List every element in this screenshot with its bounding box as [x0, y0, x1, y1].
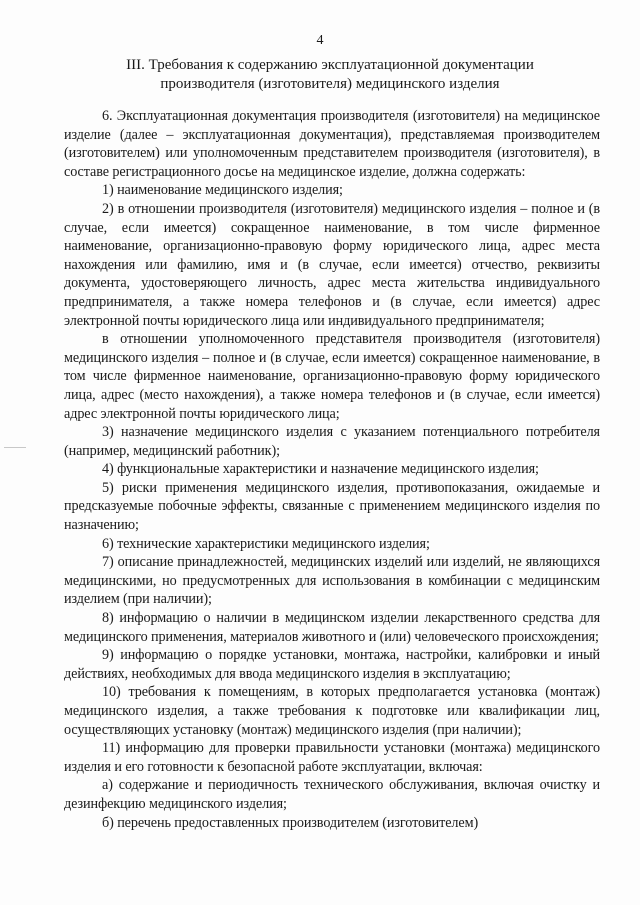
section-title-line-1: III. Требования к содержанию эксплуатационной документации	[126, 57, 534, 73]
list-item-2-continued: в отношении уполномоченного представителя производителя (изготовителя) медицинского изделия – полное и (в случае, если имеется) сокращенное наименование, в том числе фирменное наименование, организационно-правовую форму юридического лица, адрес (место нахождения), а также номера телефонов и (в случае, если имеется) адрес электронной почты юридического лица;	[64, 331, 600, 422]
document-body	[64, 107, 600, 832]
scan-artifact	[4, 447, 26, 448]
sub-item-a: а) содержание и периодичность технического обслуживания, включая очистку и дезинфекцию медицинского изделия;	[64, 777, 600, 812]
list-item-10: 10) требования к помещениям, в которых предполагается установка (монтаж) медицинского изделия, а также требования к подготовке или квалификации лиц, осуществляющих установку (монтаж) медицинского изделия (при наличии);	[64, 684, 600, 738]
list-item-6: 6) технические характеристики медицинского изделия;	[102, 535, 430, 552]
list-item-2: 2) в отношении производителя (изготовителя) медицинского изделия – полное и (в случае, если имеется) сокращенное наименование, в том числе фирменное наименование, организационно-правовую форму юридического лица, адрес места нахождения или фамилию, имя и (в случае, если имеется) отчество, реквизиты документа, удостоверяющего личность, адрес места жительства индивидуального предпринимателя, а также номера телефонов и (в случае, если имеется) адрес электронной почты юридического лица или индивидуального предпринимателя;	[64, 200, 600, 329]
list-item-4: 4) функциональные характеристики и назначение медицинского изделия;	[102, 461, 539, 478]
sub-item-b: б) перечень предоставленных производителем (изготовителем)	[102, 814, 479, 831]
list-item-8: 8) информацию о наличии в медицинском изделии лекарственного средства для медицинского применения, материалов животного и (или) человеческого происхождения;	[64, 610, 600, 645]
page-number: 4	[316, 33, 324, 48]
list-item-7: 7) описание принадлежностей, медицинских изделий или изделий, не являющихся медицинскими, но предусмотренных для использования в комбинации с медицинским изделием (при наличии);	[64, 554, 600, 608]
section-title	[60, 56, 600, 94]
list-item-3: 3) назначение медицинского изделия с указанием потенциального потребителя (например, медицинский работник);	[64, 424, 600, 459]
list-item-11: 11) информацию для проверки правильности установки (монтажа) медицинского изделия и его готовности к безопасной работе эксплуатации, включая:	[64, 740, 600, 775]
list-item-9: 9) информацию о порядке установки, монтажа, настройки, калибровки и иный действиях, необходимых для ввода медицинского изделия в эксплуатацию;	[64, 647, 600, 682]
list-item-5: 5) риски применения медицинского изделия, противопоказания, ожидаемые и предсказуемые побочные эффекты, связанные с применением медицинского изделия по назначению;	[64, 479, 600, 534]
list-item-1: 1) наименование медицинского изделия;	[102, 182, 343, 199]
section-title-line-2: производителя (изготовителя) медицинского изделия	[160, 76, 500, 92]
paragraph-6: 6. Эксплуатационная документация производителя (изготовителя) на медицинское изделие (далее – эксплуатационная документация), представляемая производителем (изготовителем) или уполномоченным представителем производителя (изготовителя), в составе регистрационного досье на медицинское изделие, должна содержать:	[64, 108, 600, 180]
